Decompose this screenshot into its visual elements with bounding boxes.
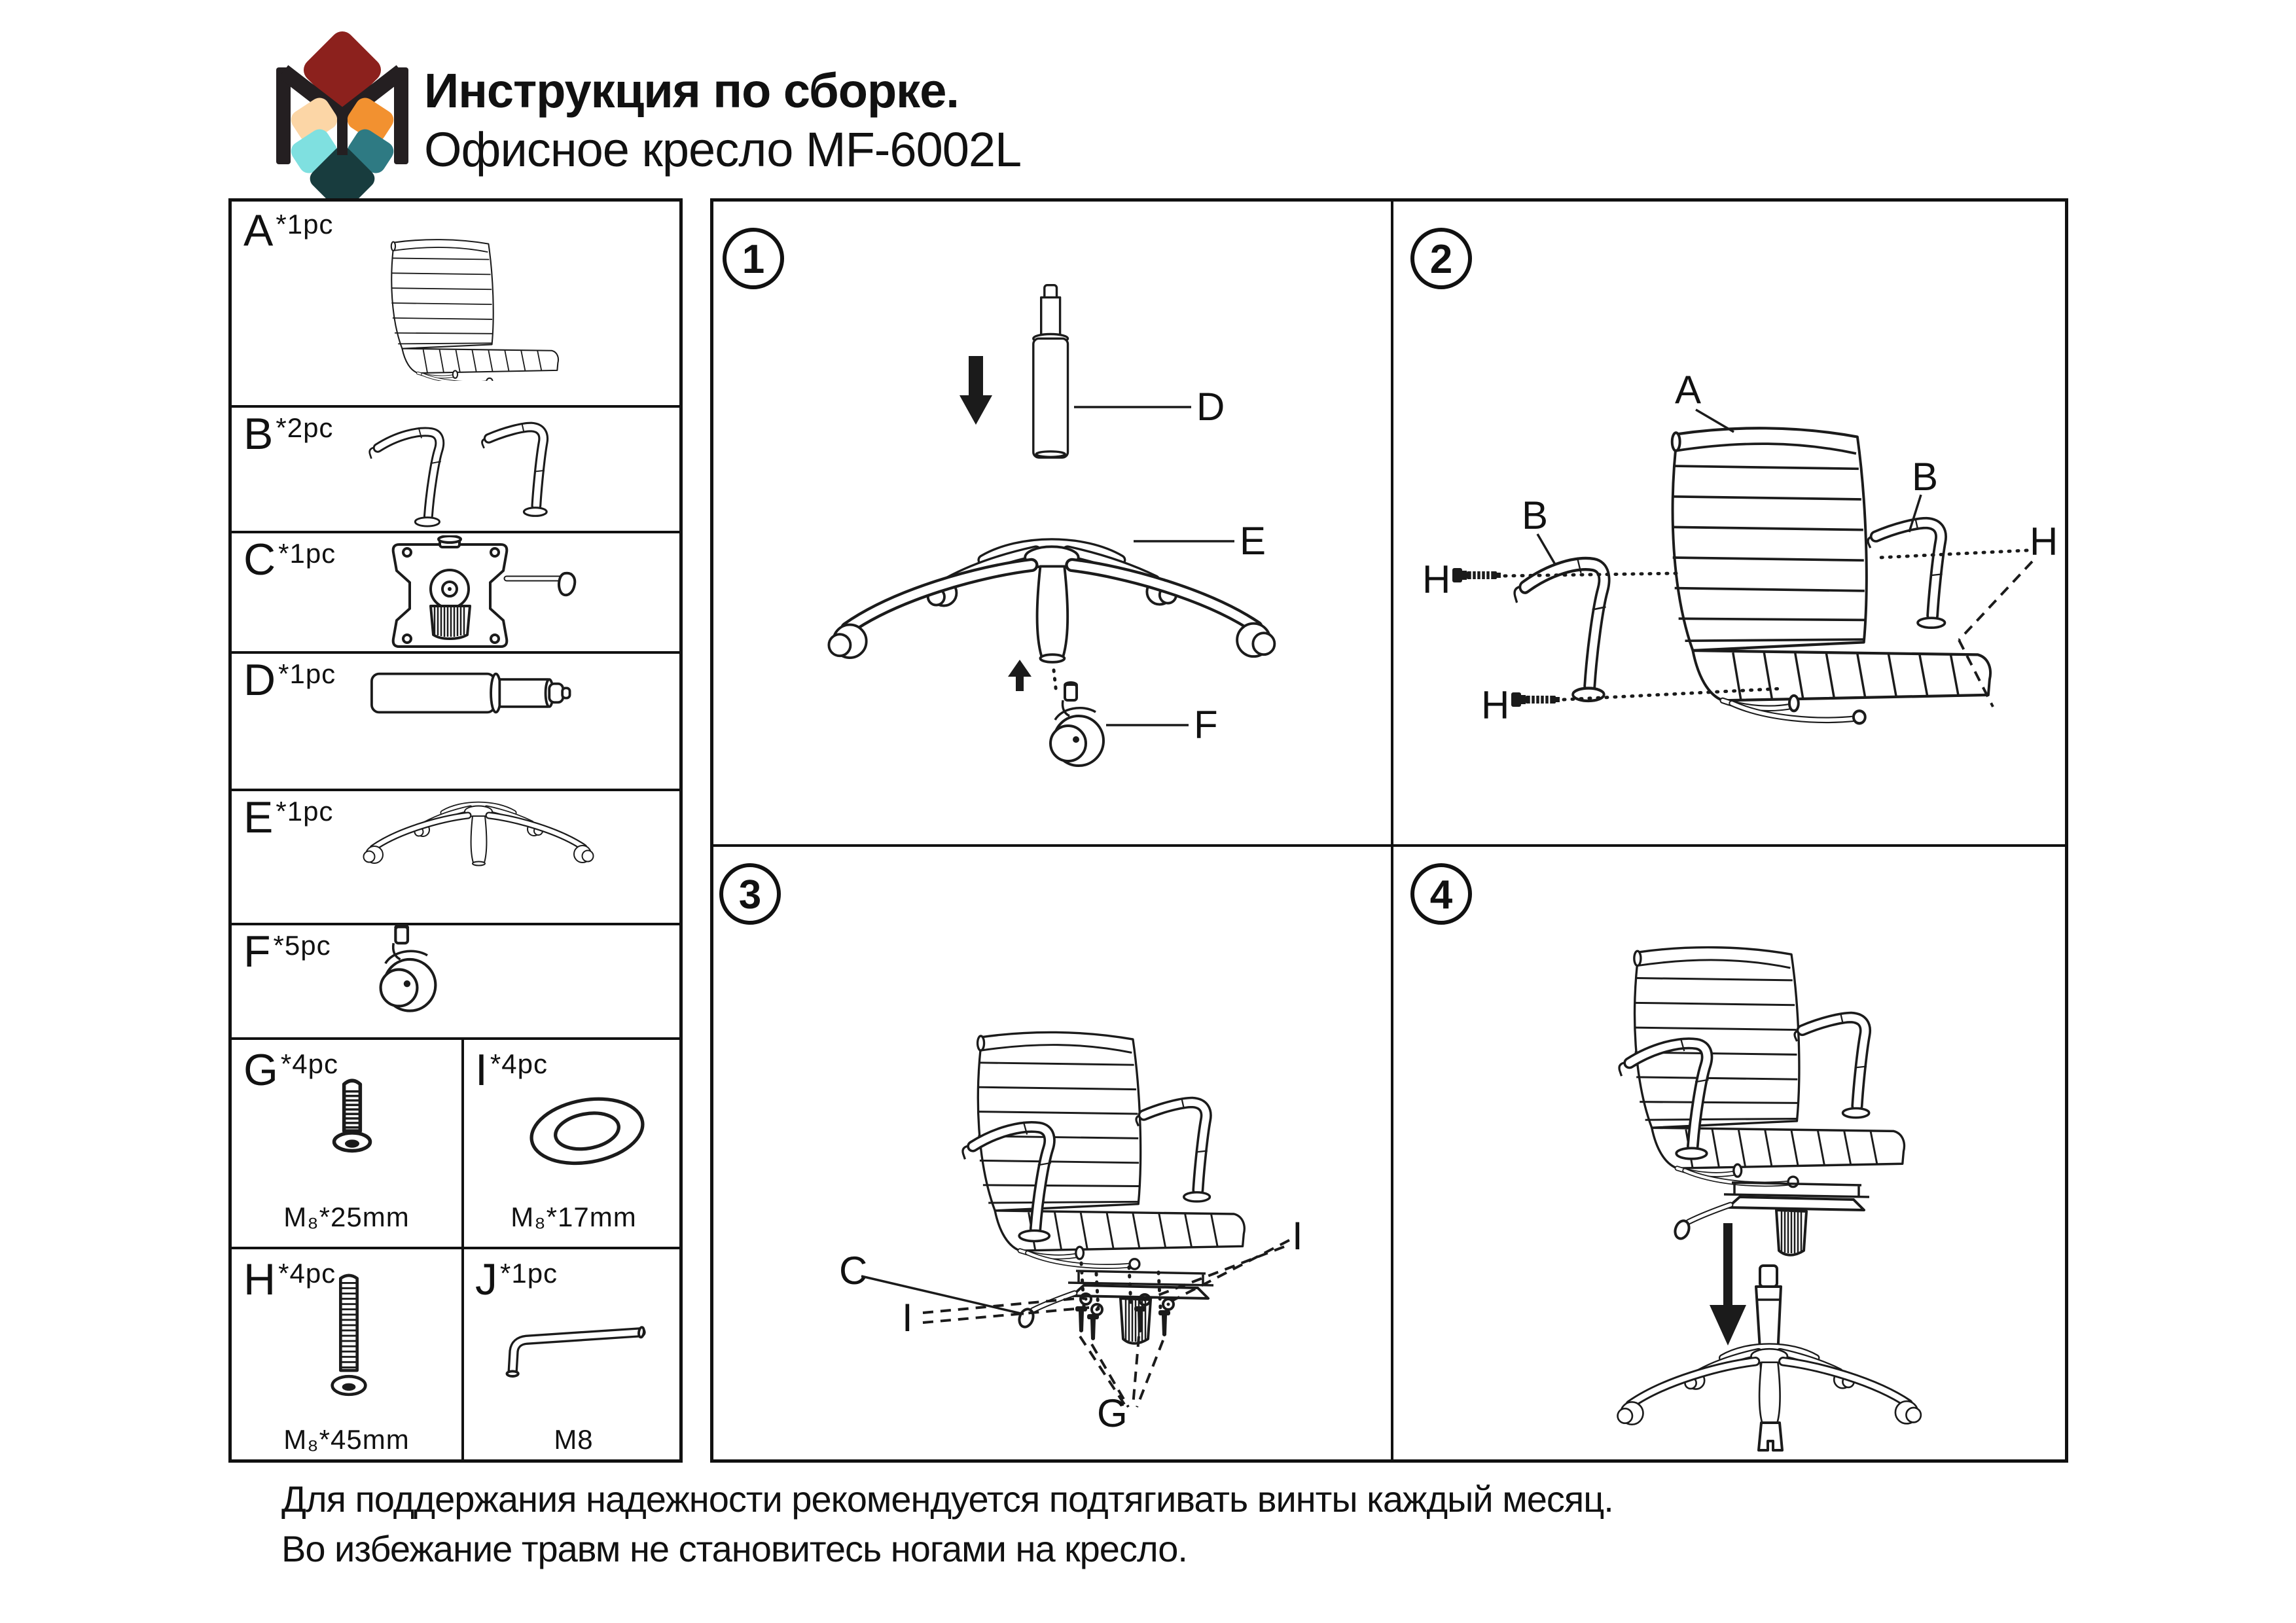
svg-text:3: 3 — [738, 872, 762, 918]
callout-h-2: H — [1481, 683, 1510, 727]
divider — [232, 789, 679, 791]
divider — [232, 1037, 679, 1040]
callout-i-left: I — [902, 1296, 913, 1340]
divider — [232, 651, 679, 654]
callout-b-left: B — [1522, 493, 1549, 537]
step-number-badge — [725, 230, 782, 287]
step-number-badge — [1412, 230, 1470, 287]
callout-f: F — [1194, 703, 1218, 747]
divider — [232, 1247, 679, 1249]
bolt-drawing — [1087, 1314, 1099, 1340]
callout-g: G — [1097, 1391, 1128, 1435]
bolt-short-drawing — [331, 1075, 373, 1162]
part-label-e: E *1pc — [243, 793, 334, 842]
part-label-g: G *4pc — [243, 1045, 338, 1095]
bolt-long-drawing — [330, 1271, 368, 1405]
step-3-panel — [713, 847, 1391, 1466]
part-label-i: I *4pc — [475, 1045, 548, 1095]
allen-key-drawing — [499, 1322, 656, 1382]
arrow-down-icon — [1710, 1223, 1746, 1346]
arrow-up-icon — [1008, 660, 1031, 691]
step-2-panel — [1393, 202, 2072, 844]
armrest-drawing — [1136, 1098, 1210, 1202]
callout-i-right: I — [1292, 1214, 1303, 1258]
page-title: Инструкция по сборке. — [424, 63, 959, 118]
five-star-base-drawing — [829, 544, 1274, 662]
gas-lift-drawing — [368, 669, 579, 717]
part-label-c: C *1pc — [243, 535, 336, 584]
spec-i: M₈*17mm — [511, 1202, 637, 1232]
callout-a: A — [1675, 368, 1702, 412]
divider — [232, 405, 679, 408]
tilt-mechanism-drawing — [1673, 1183, 1869, 1255]
svg-text:2: 2 — [1429, 237, 1453, 282]
tilt-mechanism-drawing — [367, 535, 589, 650]
base-front-foot — [1759, 1423, 1782, 1450]
step-4-panel — [1393, 847, 2072, 1466]
part-label-a: A *1pc — [243, 205, 334, 255]
bolt-drawing — [1452, 568, 1501, 582]
five-star-base-drawing — [357, 798, 600, 874]
step-number-badge — [721, 865, 779, 923]
svg-text:4: 4 — [1429, 872, 1453, 918]
part-label-j: J *1pc — [475, 1255, 558, 1304]
callout-d: D — [1196, 385, 1225, 429]
footer-note-2: Во избежание травм не становитесь ногами на кресло. — [281, 1528, 1187, 1569]
arrow-down-icon — [960, 356, 992, 425]
assembly-steps — [710, 198, 2068, 1463]
spec-g: M₈*25mm — [283, 1202, 410, 1232]
armrest-drawing — [1795, 1013, 1869, 1118]
washer-drawing — [1092, 1304, 1102, 1315]
bolt-drawing — [1511, 692, 1560, 707]
callout-e: E — [1240, 519, 1266, 563]
washer-drawing — [522, 1090, 652, 1173]
callout-c: C — [839, 1249, 868, 1293]
five-star-base-drawing — [1618, 1347, 1921, 1427]
callout-b-right: B — [1912, 455, 1939, 499]
part-label-f: F *5pc — [243, 927, 331, 976]
step-1-panel — [713, 202, 1391, 844]
divider — [461, 1037, 464, 1459]
bolt-drawing — [1158, 1310, 1170, 1336]
tilt-mechanism-drawing — [1017, 1271, 1213, 1344]
spec-j: M8 — [554, 1424, 594, 1455]
gas-lift-drawing — [1033, 285, 1068, 458]
callout-h-1: H — [1422, 558, 1451, 601]
divider — [232, 923, 679, 925]
brand-logo-icon — [274, 29, 411, 200]
seat-with-back-drawing — [1672, 428, 1990, 723]
page-subtitle: Офисное кресло MF-6002L — [424, 122, 1022, 177]
svg-text:1: 1 — [742, 237, 765, 282]
bolt-drawing — [1075, 1306, 1087, 1332]
step-number-badge — [1412, 865, 1470, 923]
part-label-h: H *4pc — [243, 1255, 336, 1304]
footer-note-1: Для поддержания надежности рекомендуется подтягивать винты каждый месяц. — [281, 1478, 1613, 1520]
part-label-d: D *1pc — [243, 655, 336, 705]
spec-h: M₈*45mm — [283, 1424, 410, 1455]
seat-with-back-drawing — [380, 233, 567, 381]
caster-drawing — [1050, 683, 1103, 766]
armrest-pair-drawing — [366, 410, 569, 535]
caster-drawing — [369, 924, 448, 1015]
parts-table — [228, 198, 683, 1463]
armrest-drawing — [1868, 518, 1945, 628]
armrest-drawing — [1515, 558, 1605, 701]
part-label-b: B *2pc — [243, 409, 334, 459]
callout-h-3: H — [2030, 520, 2058, 563]
